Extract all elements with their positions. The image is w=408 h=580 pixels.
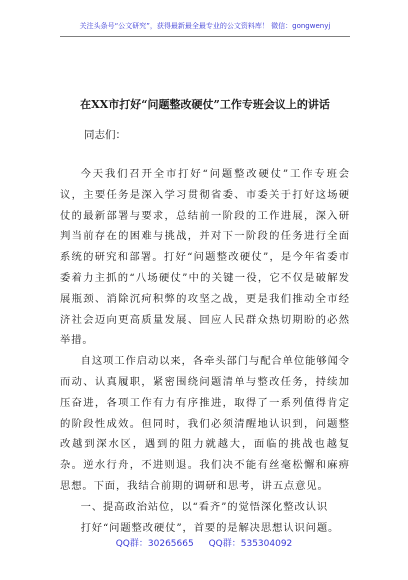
header-banner: 关注头条号“公文研究”，获得最新最全最专业的公文资料库！ 微信：gongwenyj (79, 22, 331, 30)
paragraph-3: 打好“问题整改硬仗”，首要的是解决思想认识问题。 (80, 521, 340, 534)
footer-qq-group-2: QQ群：535304092 (208, 539, 293, 549)
document-title: 在XX市打好“问题整改硬仗”工作专班会议上的讲话 (80, 98, 330, 111)
document-body (60, 164, 350, 538)
paragraph-1: 今天我们召开全市打好“问题整改硬仗”工作专班会议，主要任务是深入学习贯彻省委、市委关于打好这场硬仗的最新部署与要求，总结前一阶段的工作进展，深入研判当前存在的困难与挑战，并对下一阶段的任务进行全面系统的研究和部署。打好“问题整改硬仗”，是今年省委市委着力主抓的“八场硬仗”中的关键一役，它不仅是破解发展瓶颈、消除沉疴积弊的攻坚之战，更是我们推动全市经济社会迈向更高质量发展、回应人民群众热切期盼的必然举措。 (60, 168, 350, 347)
footer-qq-group-1: QQ群：30265665 (115, 539, 194, 549)
section-heading-1: 一、提高政治站位，以“看齐”的觉悟深化整改认识 (80, 500, 329, 513)
footer (0, 538, 408, 550)
salutation: 同志们： (84, 129, 126, 141)
header-divider (60, 36, 350, 37)
paragraph-2: 自这项工作启动以来，各牵头部门与配合单位能够闻令而动、认真履职，紧密围绕问题清单与整改任务，持续加压奋进，各项工作有力有序推进，取得了一系列值得肯定的阶段性成效。但同时，我们必须清醒地认识到，问题整改越到深水区，遇到的阻力就越大，面临的挑战也越复杂。逆水行舟，不进则退。我们决不能有丝毫松懈和麻痹思想。下面，我结合前期的调研和思考，讲五点意见。 (60, 355, 350, 492)
